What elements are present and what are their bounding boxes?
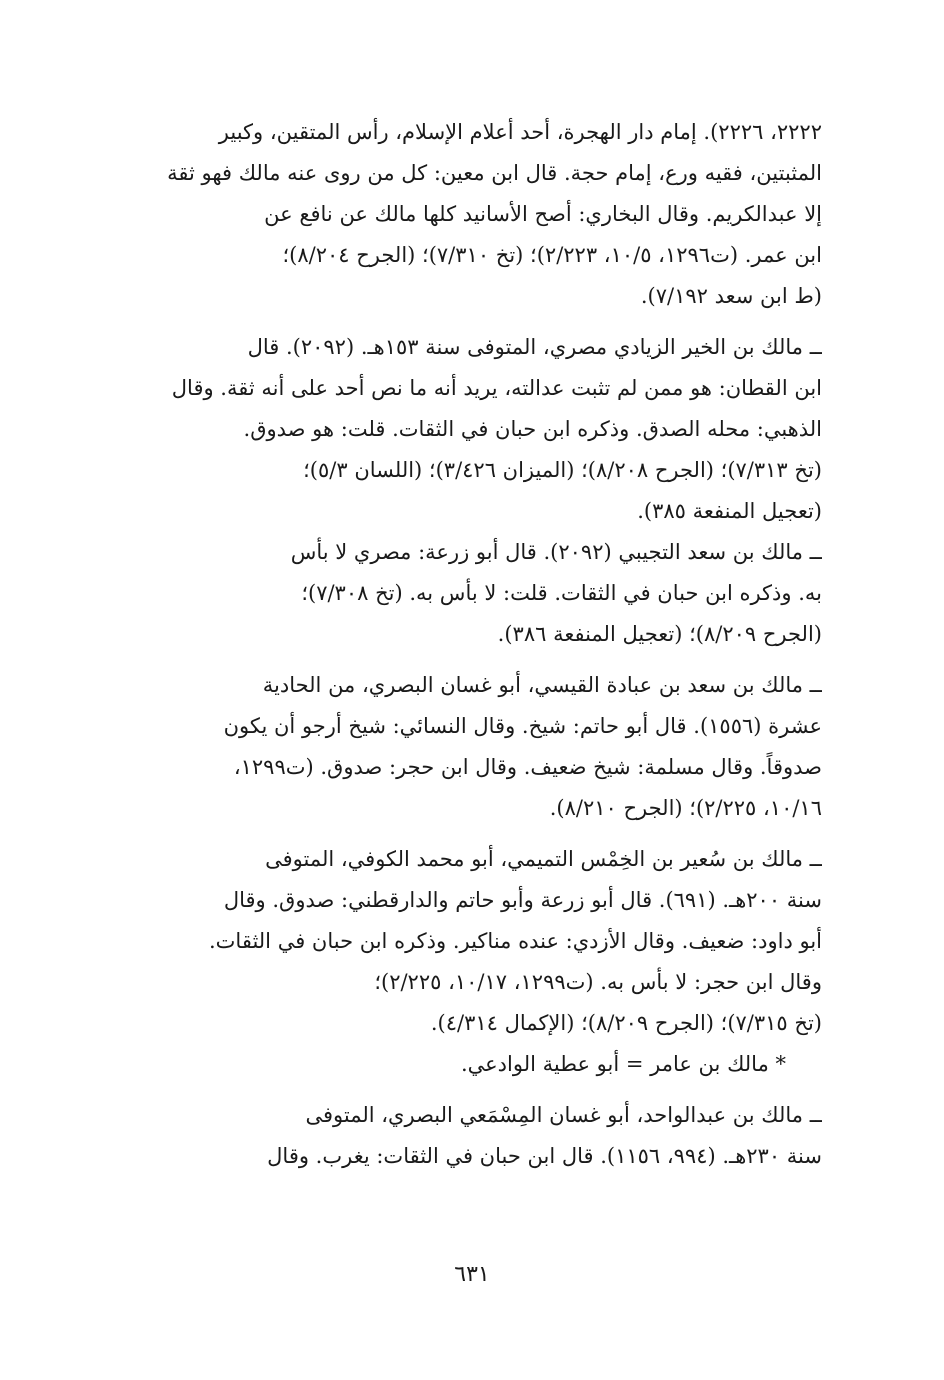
text-line: سنة ٢٣٠هـ. (٩٩٤، ١١٥٦). قال ابن حبان في الثقات: يغرب. وقال (267, 1144, 822, 1168)
text-line: (تخ ٧/٣١٥)؛ (الجرح ٨/٢٠٩)؛ (الإكمال ٤/٣١٤). (430, 1011, 822, 1035)
text-line: به. وذكره ابن حبان في الثقات. قلت: لا بأس به. (تخ ٧/٣٠٨)؛ (301, 581, 822, 605)
entry-malik-ibn-abd-al-wahid (118, 1095, 822, 1177)
text-line: صدوقاً. وقال مسلمة: شيخ ضعيف. وقال ابن حجر: صدوق. (ت١٢٩٩، (233, 755, 822, 779)
text-line: ٢٢٢٢، ٢٢٢٦). إمام دار الهجرة، أحد أعلام الإسلام، رأس المتقين، وكبير (218, 120, 822, 144)
entry-malik-ibn-saad-al-tujibi (118, 532, 822, 655)
text-line: ــ مالك بن عبدالواحد، أبو غسان المِسْمَعي البصري، المتوفى (305, 1103, 822, 1127)
text-line: ــ مالك بن سعد التجيبي (٢٠٩٢). قال أبو زرعة: مصري لا بأس (290, 540, 822, 564)
page-number: ٦٣١ (454, 1262, 490, 1287)
text-line: ابن القطان: هو ممن لم تثبت عدالته، يريد أنه ما نص أحد على أنه ثقة. وقال (171, 376, 822, 400)
text-line: المثبتين، فقيه ورع، إمام حجة. قال ابن معين: كل من روى عنه مالك فهو ثقة (167, 161, 822, 185)
text-line: إلا عبدالكريم. وقال البخاري: أصح الأسانيد كلها مالك عن نافع عن (264, 202, 822, 226)
page-body (118, 112, 822, 1177)
entry-malik-ibn-amir-cross-reference (118, 1044, 822, 1085)
text-line: (الجرح ٨/٢٠٩)؛ (تعجيل المنفعة ٣٨٦). (497, 622, 822, 646)
text-line: (ط ابن سعد ٧/١٩٢). (640, 284, 822, 308)
text-line: عشرة (١٥٥٦). قال أبو حاتم: شيخ. وقال النسائي: شيخ أرجو أن يكون (223, 714, 822, 738)
text-line: (تعجيل المنفعة ٣٨٥). (637, 499, 822, 523)
entry-malik-ibn-anas-continuation (118, 112, 822, 317)
entry-malik-ibn-al-khayr (118, 327, 822, 532)
text-line: سنة ٢٠٠هـ. (٦٩١). قال أبو زرعة وأبو حاتم والدارقطني: صدوق. وقال (223, 888, 822, 912)
text-line: ــ مالك بن الخير الزيادي مصري، المتوفى سنة ١٥٣هـ. (٢٠٩٢). قال (247, 335, 822, 359)
text-line: (تخ ٧/٣١٣)؛ (الجرح ٨/٢٠٨)؛ (الميزان ٣/٤٢٦)؛ (اللسان ٥/٣)؛ (303, 458, 822, 482)
entry-malik-ibn-suayr (118, 839, 822, 1044)
text-line: ١٠/١٦، ٢/٢٢٥)؛ (الجرح ٨/٢١٠). (549, 796, 822, 820)
text-line: ــ مالك بن سُعير بن الخِمْس التميمي، أبو محمد الكوفي، المتوفى (265, 847, 822, 871)
text-line: ابن عمر. (ت١٢٩٦، ١٠/٥، ٢/٢٢٣)؛ (تخ ٧/٣١٠)؛ (الجرح ٨/٢٠٤)؛ (282, 243, 822, 267)
text-line: الذهبي: محله الصدق. وذكره ابن حبان في الثقات. قلت: هو صدوق. (243, 417, 822, 441)
text-line: أبو داود: ضعيف. وقال الأزدي: عنده مناكير. وذكره ابن حبان في الثقات. (208, 929, 822, 953)
entry-malik-ibn-saad-ibn-ubada (118, 665, 822, 829)
text-line: وقال ابن حجر: لا بأس به. (ت١٢٩٩، ١٠/١٧، ٢/٢٢٥)؛ (374, 970, 822, 994)
text-line: * مالك بن عامر = أبو عطية الوادعي. (460, 1052, 786, 1076)
text-line: ــ مالك بن سعد بن عبادة القيسي، أبو غسان البصري، من الحادية (262, 673, 822, 697)
